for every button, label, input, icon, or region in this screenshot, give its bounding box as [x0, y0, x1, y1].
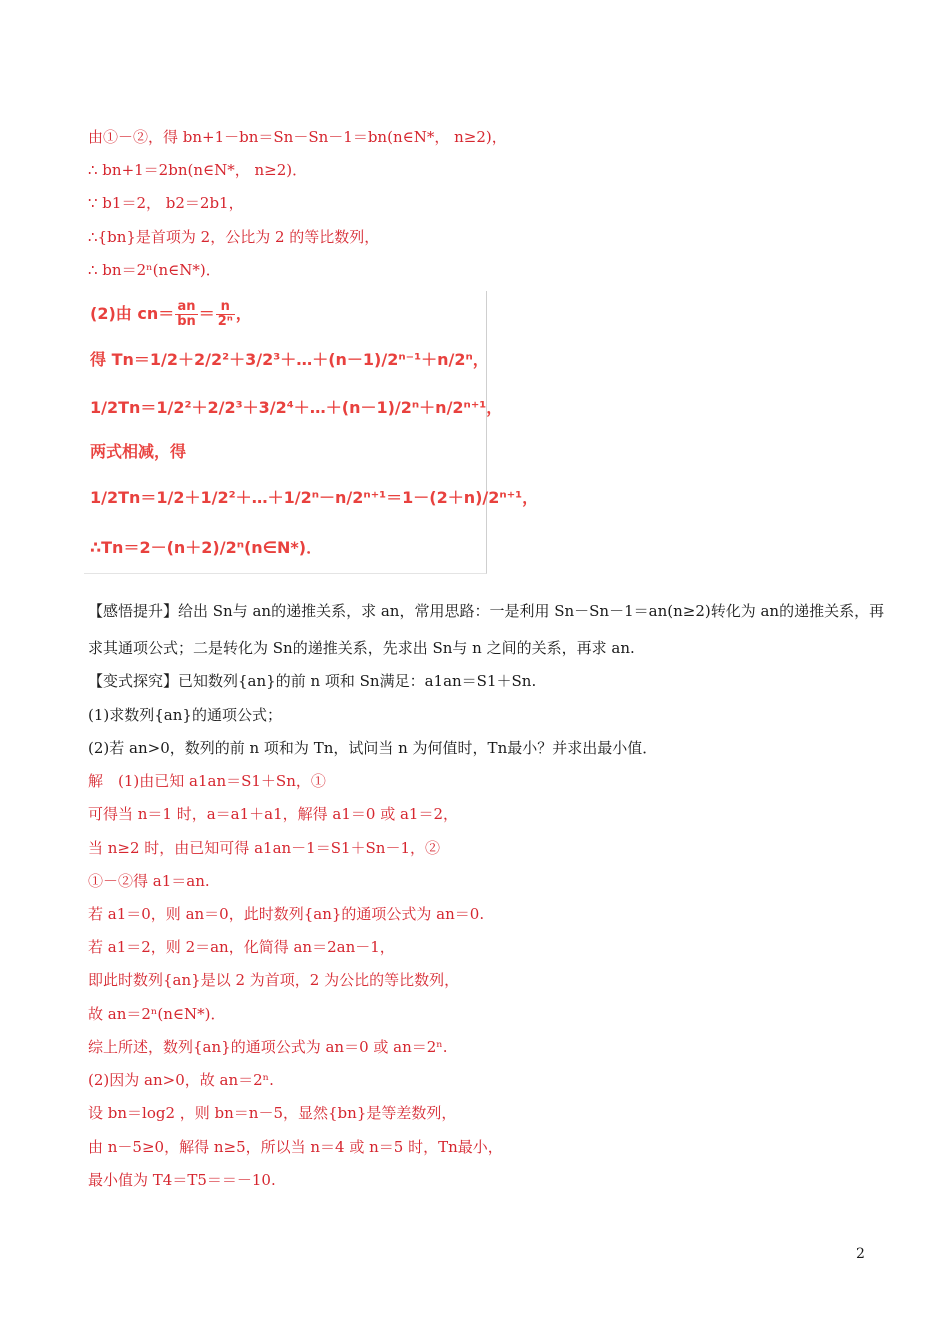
- image-line-4: 两式相减，得: [90, 442, 187, 461]
- fraction-an-bn: [175, 300, 198, 329]
- fraction-n-2n: [216, 300, 235, 329]
- fraction-n-2n-numerator: n: [216, 300, 235, 315]
- answer-line-1: 解 (1)由已知 a1an＝S1＋Sn，①: [88, 772, 326, 790]
- insight-line-2: 求其通项公式；二是转化为 Sn的递推关系，先求出 Sn与 n 之间的关系，再求 an.: [88, 639, 635, 657]
- answer-line-12: 由 n－5≥0，解得 n≥5，所以当 n＝4 或 n＝5 时，Tn最小，: [88, 1138, 503, 1156]
- answer-line-11: 设 bn＝log2 ，则 bn＝n－5，显然{bn}是等差数列，: [88, 1104, 457, 1122]
- insight-line-1: 【感悟提升】给出 Sn与 an的递推关系，求 an，常用思路：一是利用 Sn－Sn－1＝an(n≥2)转化为 an的递推关系，再: [88, 602, 885, 620]
- answer-line-6: 若 a1＝2，则 2＝an，化简得 an＝2an－1，: [88, 938, 395, 956]
- image-line-1-mid: ＝: [198, 304, 215, 323]
- image-line-1-suffix: ，: [235, 304, 252, 323]
- answer-line-13: 最小值为 T4＝T5＝＝－10.: [88, 1171, 276, 1189]
- fraction-an-bn-denominator: bn: [177, 314, 196, 329]
- image-line-3: 1/2Tn＝1/2²＋2/2³＋3/2⁴＋…＋(n－1)/2ⁿ＋n/2ⁿ⁺¹，: [90, 398, 503, 417]
- page-number: 2: [856, 1246, 865, 1262]
- answer-line-2: 可得当 n＝1 时，a＝a1＋a1，解得 a1＝0 或 a1＝2，: [88, 805, 459, 823]
- solution-line-5: ∴ bn＝2ⁿ(n∈N*)．: [88, 261, 221, 279]
- image-line-1: [90, 299, 252, 329]
- solution-line-3: ∵ b1＝2， b2＝2b1，: [88, 194, 244, 212]
- answer-line-7: 即此时数列{an}是以 2 为首项，2 为公比的等比数列，: [88, 971, 460, 989]
- embedded-solution-image: [84, 291, 539, 574]
- answer-line-8: 故 an＝2ⁿ(n∈N*)．: [88, 1005, 226, 1023]
- answer-line-3: 当 n≥2 时，由已知可得 a1an－1＝S1＋Sn－1，②: [88, 839, 441, 857]
- fraction-an-bn-numerator: an: [175, 300, 198, 315]
- image-line-5: 1/2Tn＝1/2＋1/2²＋…＋1/2ⁿ－n/2ⁿ⁺¹＝1－(2＋n)/2ⁿ⁺¹，: [90, 488, 539, 507]
- variant-line-3: (2)若 an>0，数列的前 n 项和为 Tn，试问当 n 为何值时，Tn最小？并求出最小值．: [88, 739, 658, 757]
- answer-line-4: ①－②得 a1＝an.: [88, 872, 210, 890]
- image-line-2: 得 Tn＝1/2＋2/2²＋3/2³＋…＋(n－1)/2ⁿ⁻¹＋n/2ⁿ，: [90, 350, 489, 369]
- variant-line-1: 【变式探究】已知数列{an}的前 n 项和 Sn满足：a1an＝S1＋Sn.: [88, 672, 537, 690]
- answer-line-5: 若 a1＝0，则 an＝0，此时数列{an}的通项公式为 an＝0.: [88, 905, 485, 923]
- solution-line-4: ∴{bn}是首项为 2，公比为 2 的等比数列，: [88, 228, 380, 246]
- variant-line-2: (1)求数列{an}的通项公式；: [88, 706, 282, 724]
- solution-line-2: ∴ bn+1＝2bn(n∈N*， n≥2)．: [88, 161, 308, 179]
- answer-line-10: (2)因为 an>0，故 an＝2ⁿ.: [88, 1071, 274, 1089]
- answer-line-9: 综上所述，数列{an}的通项公式为 an＝0 或 an＝2ⁿ.: [88, 1038, 448, 1056]
- solution-line-1: 由①－②，得 bn+1－bn＝Sn－Sn－1＝bn(n∈N*， n≥2)，: [88, 128, 507, 146]
- image-line-6: ∴Tn＝2－(n＋2)/2ⁿ(n∈N*)．: [90, 538, 323, 557]
- image-line-1-prefix: (2)由 cn＝: [90, 304, 175, 323]
- fraction-n-2n-denominator: 2ⁿ: [217, 314, 233, 329]
